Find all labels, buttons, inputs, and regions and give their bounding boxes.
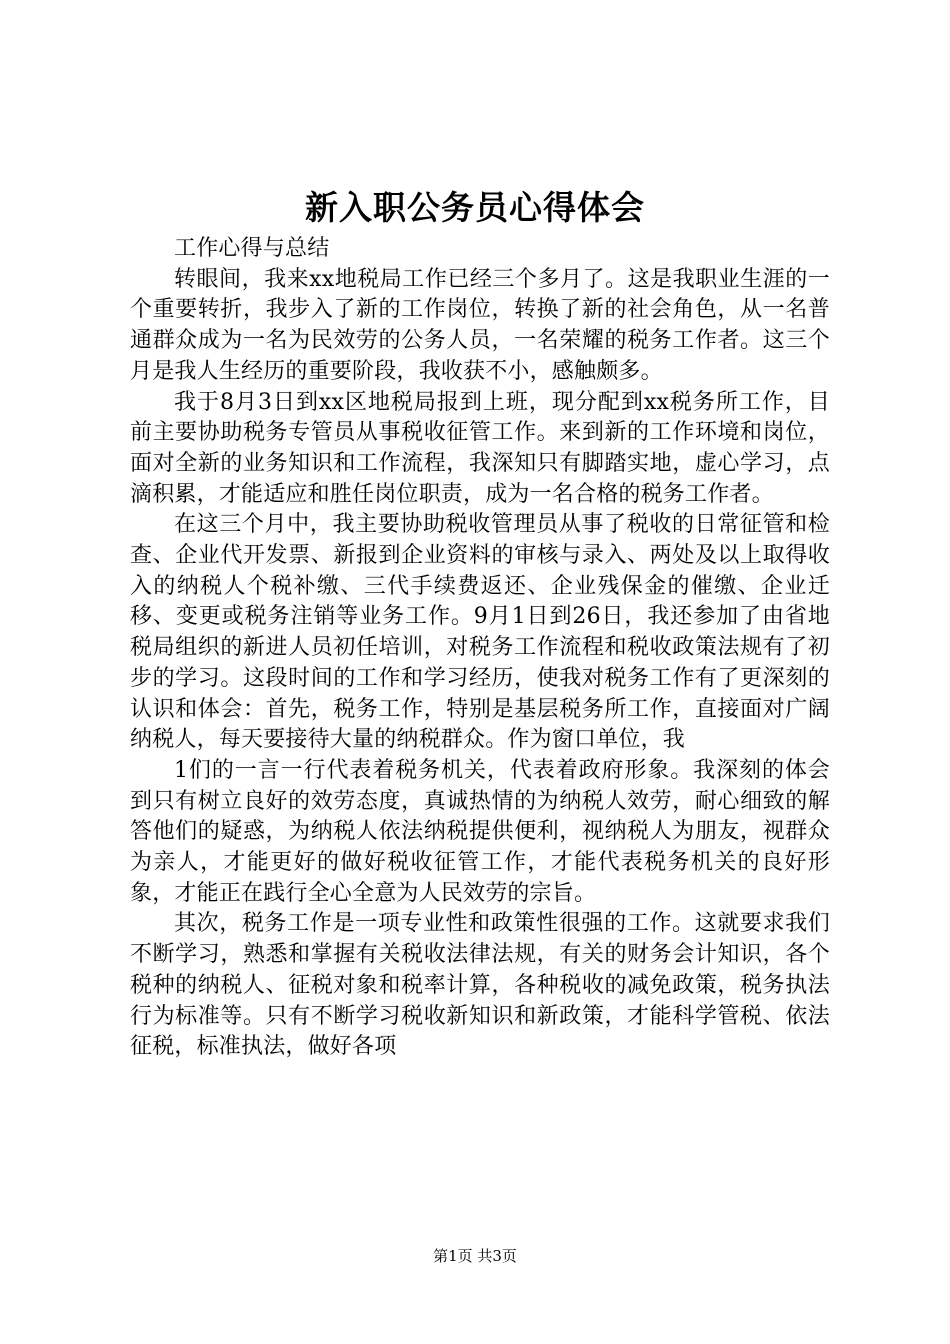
paragraph: 我于8月3日到xx区地税局报到上班，现分配到xx税务所工作，目前主要协助税务专管员从事税收征管工作。来到新的工作环境和岗位，面对全新的业务知识和工作流程，我深知只有脚踏实地，虚心学习，点滴积累，才能适应和胜任岗位职责，成为一名合格的税务工作者。 — [130, 389, 830, 507]
document-body — [130, 234, 830, 1063]
paragraph: 1们的一言一行代表着税务机关，代表着政府形象。我深刻的体会到只有树立良好的效劳态度，真诚热情的为纳税人效劳，耐心细致的解答他们的疑惑，为纳税人依法纳税提供便利，视纳税人为朋友，视群众为亲人，才能更好的做好税收征管工作，才能代表税务机关的良好形象，才能正在践行全心全意为人民效劳的宗旨。 — [130, 757, 830, 906]
paragraph: 其次，税务工作是一项专业性和政策性很强的工作。这就要求我们不断学习，熟悉和掌握有关税收法律法规，有关的财务会计知识，各个税种的纳税人、征税对象和税率计算，各种税收的减免政策，税务执法行为标准等。只有不断学习税收新知识和新政策，才能科学管税、依法征税，标准执法，做好各项 — [130, 911, 830, 1060]
paragraph-subtitle: 工作心得与总结 — [174, 236, 330, 261]
page-title: 新入职公务员心得体会 — [305, 188, 645, 227]
paragraph: 在这三个月中，我主要协助税收管理员从事了税收的日常征管和检查、企业代开发票、新报到企业资料的审核与录入、两处及以上取得收入的纳税人个税补缴、三代手续费返还、企业残保金的催缴、企业迁移、变更或税务注销等业务工作。9月1日到26日，我还参加了由省地税局组织的新进人员初任培训，对税务工作流程和税收政策法规有了初步的学习。这段时间的工作和学习经历，使我对税务工作有了更深刻的认识和体会：首先，税务工作，特别是基层税务所工作，直接面对广阔纳税人，每天要接待大量的纳税群众。作为窗口单位，我 — [130, 512, 830, 753]
page-footer: 第1页 共3页 — [433, 1247, 517, 1265]
paragraph: 转眼间，我来xx地税局工作已经三个多月了。这是我职业生涯的一个重要转折，我步入了新的工作岗位，转换了新的社会角色，从一名普通群众成为一名为民效劳的公务人员，一名荣耀的税务工作者。这三个月是我人生经历的重要阶段，我收获不小，感触颇多。 — [130, 266, 830, 384]
